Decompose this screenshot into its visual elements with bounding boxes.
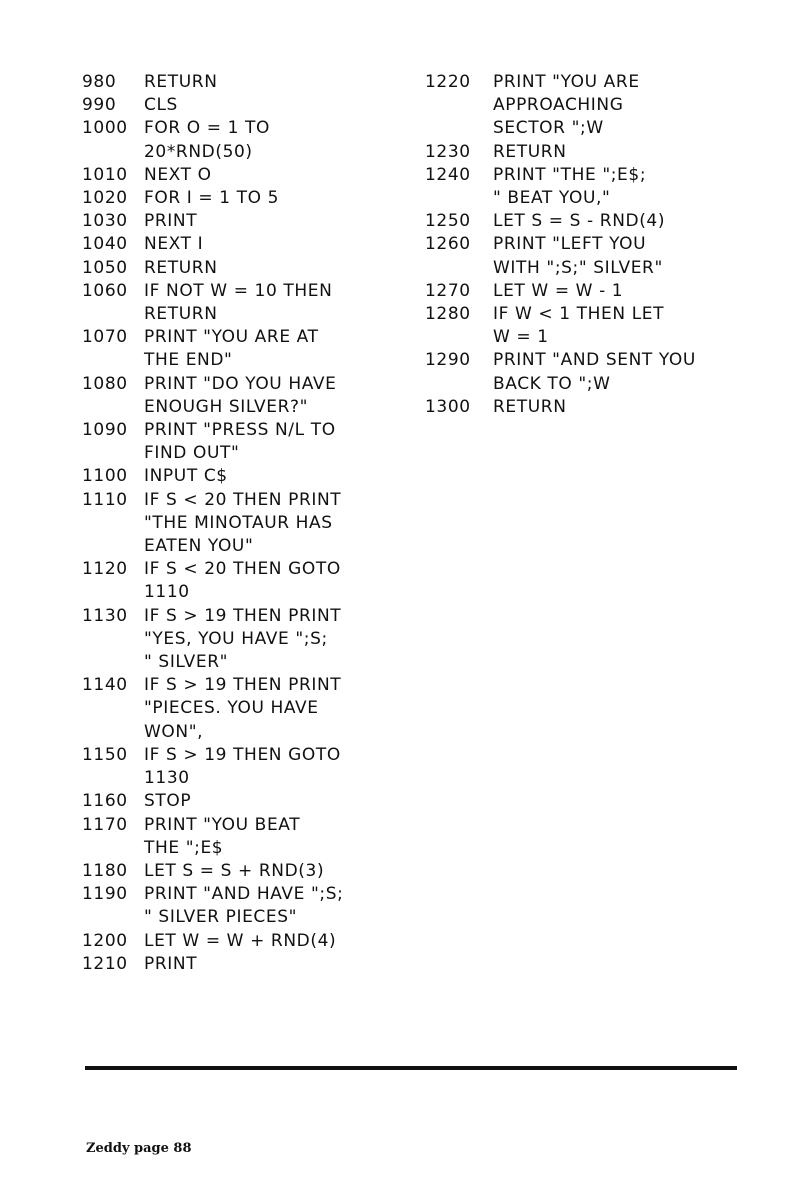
line-number: 1070 — [82, 327, 128, 348]
code-text: THE END" — [144, 350, 233, 371]
line-number — [82, 697, 144, 720]
code-text: W = 1 — [493, 327, 549, 348]
code-line — [82, 651, 412, 674]
line-number — [425, 117, 493, 140]
code-line — [425, 280, 755, 303]
code-text: 1130 — [144, 768, 190, 789]
code-text: " SILVER" — [144, 652, 229, 673]
line-number — [82, 396, 144, 419]
line-number: 1260 — [425, 234, 471, 255]
line-number — [82, 581, 144, 604]
code-text: SECTOR ";W — [493, 118, 604, 139]
line-number — [82, 721, 144, 744]
code-line — [425, 233, 755, 256]
code-line — [82, 257, 412, 280]
code-line — [425, 373, 755, 396]
code-line — [425, 141, 755, 164]
code-text: IF S > 19 THEN GOTO — [144, 744, 341, 765]
code-text: PRINT "THE ";E$; — [493, 164, 647, 185]
code-text: PRINT "AND HAVE ";S; — [144, 884, 344, 905]
code-line — [425, 396, 755, 419]
code-line — [82, 535, 412, 558]
line-number: 1150 — [82, 744, 128, 765]
code-text: PRINT "YOU BEAT — [144, 814, 301, 835]
code-text: PRINT "YOU ARE — [493, 72, 640, 92]
code-line — [82, 489, 412, 512]
code-text: PRINT "YOU ARE AT — [144, 327, 319, 348]
code-line — [82, 930, 412, 953]
code-line — [82, 117, 412, 140]
code-line — [82, 326, 412, 349]
code-text: 1110 — [144, 582, 190, 603]
code-text: LET S = S - RND(4) — [493, 211, 666, 232]
code-line — [82, 744, 412, 767]
code-line — [425, 94, 755, 117]
line-number — [82, 303, 144, 326]
code-line — [82, 697, 412, 720]
code-line — [82, 837, 412, 860]
code-line — [82, 164, 412, 187]
code-text: "THE MINOTAUR HAS — [144, 512, 333, 533]
code-text: IF S < 20 THEN GOTO — [144, 559, 341, 580]
code-line — [82, 373, 412, 396]
line-number: 1010 — [82, 164, 128, 185]
line-number: 980 — [82, 72, 117, 92]
code-line — [82, 303, 412, 326]
code-line — [82, 512, 412, 535]
code-text: RETURN — [144, 304, 218, 325]
code-text: "PIECES. YOU HAVE — [144, 698, 319, 719]
line-number: 1290 — [425, 350, 471, 371]
code-line — [82, 210, 412, 233]
line-number: 1060 — [82, 280, 128, 301]
code-text: PRINT "PRESS N/L TO — [144, 420, 336, 441]
line-number — [82, 651, 144, 674]
code-line — [425, 71, 755, 94]
code-line — [425, 303, 755, 326]
code-line — [82, 814, 412, 837]
code-line — [82, 419, 412, 442]
line-number: 1200 — [82, 930, 128, 951]
code-text: RETURN — [493, 396, 567, 417]
line-number — [82, 535, 144, 558]
code-text: PRINT "LEFT YOU — [493, 234, 647, 255]
line-number — [82, 141, 144, 164]
code-line — [425, 349, 755, 372]
code-line — [82, 442, 412, 465]
line-number: 1110 — [82, 489, 128, 510]
code-text: IF W < 1 THEN LET — [493, 304, 665, 325]
listing-column-right — [425, 71, 755, 419]
line-number: 1300 — [425, 396, 471, 417]
code-text: "YES, YOU HAVE ";S; — [144, 628, 328, 649]
line-number: 1230 — [425, 141, 471, 162]
code-line — [82, 94, 412, 117]
code-text: IF S > 19 THEN PRINT — [144, 605, 342, 626]
line-number — [82, 512, 144, 535]
code-text: THE ";E$ — [144, 837, 224, 858]
code-line — [82, 628, 412, 651]
code-line — [82, 233, 412, 256]
line-number — [82, 628, 144, 651]
code-text: STOP — [144, 791, 192, 812]
line-number — [82, 906, 144, 929]
code-line — [425, 257, 755, 280]
line-number: 1270 — [425, 280, 471, 301]
code-text: IF S > 19 THEN PRINT — [144, 675, 342, 696]
code-line — [82, 558, 412, 581]
page-footer-label: Zeddy page 88 — [86, 1141, 192, 1156]
code-line — [82, 465, 412, 488]
line-number: 1030 — [82, 211, 128, 232]
code-text: RETURN — [144, 72, 218, 92]
code-text: FIND OUT" — [144, 443, 240, 464]
code-text: WON", — [144, 721, 204, 742]
line-number — [425, 94, 493, 117]
line-number — [425, 257, 493, 280]
line-number: 1190 — [82, 884, 128, 905]
line-number: 1180 — [82, 860, 128, 881]
line-number — [82, 767, 144, 790]
line-number — [425, 326, 493, 349]
code-line — [82, 187, 412, 210]
line-number: 990 — [82, 95, 117, 116]
code-line — [82, 71, 412, 94]
code-line — [425, 187, 755, 210]
line-number: 1050 — [82, 257, 128, 278]
line-number — [425, 187, 493, 210]
code-text: NEXT O — [144, 164, 212, 185]
code-line — [425, 210, 755, 233]
code-text: LET W = W + RND(4) — [144, 930, 337, 951]
code-text: EATEN YOU" — [144, 536, 254, 557]
code-text: BACK TO ";W — [493, 373, 611, 394]
code-text: FOR O = 1 TO — [144, 118, 270, 139]
line-number: 1170 — [82, 814, 128, 835]
code-line — [82, 674, 412, 697]
code-text: " BEAT YOU," — [493, 188, 611, 209]
code-line — [425, 117, 755, 140]
code-line — [82, 349, 412, 372]
code-line — [82, 767, 412, 790]
code-line — [425, 164, 755, 187]
listing-column-left — [82, 71, 412, 976]
code-text: WITH ";S;" SILVER" — [493, 257, 663, 278]
code-line — [82, 581, 412, 604]
code-text: RETURN — [144, 257, 218, 278]
line-number: 1120 — [82, 559, 128, 580]
code-line — [82, 605, 412, 628]
line-number — [425, 373, 493, 396]
code-line — [82, 906, 412, 929]
line-number: 1250 — [425, 211, 471, 232]
code-text: IF S < 20 THEN PRINT — [144, 489, 342, 510]
line-number: 1000 — [82, 118, 128, 139]
code-text: 20*RND(50) — [144, 141, 253, 162]
code-text: " SILVER PIECES" — [144, 907, 298, 928]
code-line — [82, 883, 412, 906]
code-text: INPUT C$ — [144, 466, 228, 487]
line-number: 1090 — [82, 420, 128, 441]
code-text: PRINT "DO YOU HAVE — [144, 373, 337, 394]
line-number: 1020 — [82, 188, 128, 209]
code-line — [82, 860, 412, 883]
line-number — [82, 442, 144, 465]
code-line — [82, 721, 412, 744]
line-number: 1080 — [82, 373, 128, 394]
line-number: 1280 — [425, 304, 471, 325]
code-text: PRINT — [144, 211, 198, 232]
line-number — [82, 837, 144, 860]
footer-rule — [85, 1066, 737, 1070]
line-number: 1220 — [425, 72, 471, 92]
code-text: APPROACHING — [493, 95, 624, 116]
code-text: LET W = W - 1 — [493, 280, 624, 301]
code-text: RETURN — [493, 141, 567, 162]
code-line — [82, 141, 412, 164]
code-text: ENOUGH SILVER?" — [144, 396, 309, 417]
code-text: NEXT I — [144, 234, 204, 255]
code-line — [82, 790, 412, 813]
code-line — [82, 953, 412, 976]
code-text: IF NOT W = 10 THEN — [144, 280, 333, 301]
code-line — [425, 326, 755, 349]
line-number: 1130 — [82, 605, 128, 626]
line-number: 1040 — [82, 234, 128, 255]
code-line — [82, 280, 412, 303]
line-number: 1240 — [425, 164, 471, 185]
code-text: PRINT — [144, 953, 198, 974]
code-text: FOR I = 1 TO 5 — [144, 188, 280, 209]
line-number: 1100 — [82, 466, 128, 487]
line-number: 1140 — [82, 675, 128, 696]
line-number: 1160 — [82, 791, 128, 812]
code-line — [82, 396, 412, 419]
code-text: CLS — [144, 95, 178, 116]
code-text: LET S = S + RND(3) — [144, 860, 325, 881]
code-text: PRINT "AND SENT YOU — [493, 350, 696, 371]
line-number — [82, 349, 144, 372]
line-number: 1210 — [82, 953, 128, 974]
